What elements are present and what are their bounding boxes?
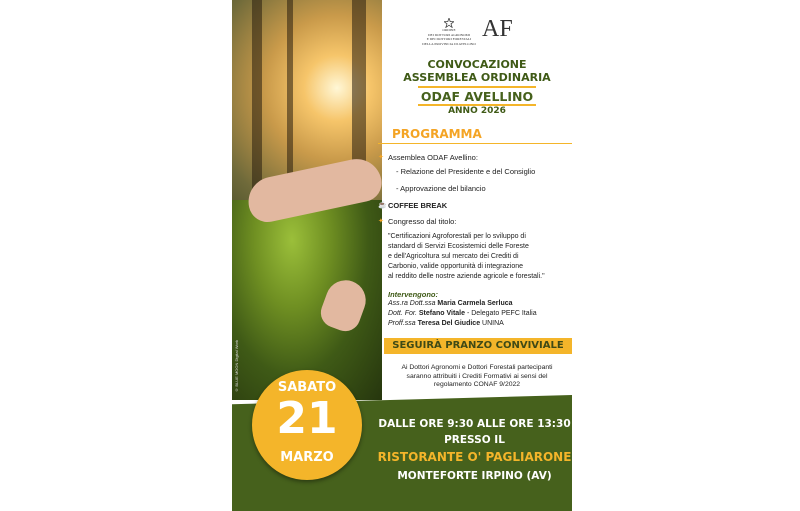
coffee-cup-icon: ☕ [378, 202, 387, 209]
logo-line: DELLA PROVINCIA DI AVELLINO [422, 41, 476, 46]
photo-credit: © BLUE MOON Digital Work [234, 340, 239, 393]
coffee-break: COFFEE BREAK [388, 201, 448, 210]
header-org: ODAF AVELLINO [420, 89, 534, 104]
credits-notice [392, 364, 562, 390]
poster [232, 0, 572, 511]
date-month: MARZO [280, 450, 334, 465]
star-bullet-icon: ✦ [378, 218, 384, 225]
program-item-assemblea: Assemblea ODAF Avellino: [388, 153, 478, 162]
speaker-name: Maria Carmela Serluca [437, 300, 513, 307]
header-line1: CONVOCAZIONE [427, 58, 527, 71]
program-sub-bilancio: - Approvazione del bilancio [396, 184, 486, 193]
speaker-name: Stefano Vitale [418, 310, 466, 317]
credits-line: saranno attribuiti i Crediti Formativi ai sensi del [406, 372, 548, 380]
star-bullet-icon: ✦ [378, 154, 384, 161]
speaker-name: Teresa Del Giudice [417, 320, 481, 327]
program-sub-relazione: - Relazione del Presidente e del Consiglio [396, 167, 536, 176]
congress-title-line: al reddito delle nostre aziende agricole e forestali." [388, 273, 545, 280]
speaker-role: UNINA [480, 320, 504, 327]
congress-title-line: e dell'Agricoltura sul mercato dei Crediti di [388, 253, 519, 260]
italian-republic-emblem-icon [444, 18, 454, 28]
header-year: ANNO 2026 [448, 106, 506, 116]
programma-rule [378, 143, 572, 144]
speaker-title: Ass.ra Dott.ssa [388, 300, 438, 307]
program-item-congresso: Congresso dal titolo: [388, 217, 457, 226]
odaf-logo [418, 16, 538, 46]
lunch-banner [384, 338, 572, 354]
speaker-vitale [388, 310, 537, 317]
forest-hand-moss-photo [232, 0, 382, 400]
credits-line: regolamento CONAF 9/2022 [433, 381, 521, 388]
speaker-role: - Delegato PEFC Italia [465, 310, 537, 317]
speaker-del-giudice [388, 320, 504, 327]
congress-title-line: "Certificazioni Agroforestali per lo sviluppo di [388, 233, 526, 240]
event-place: MONTEFORTE IRPINO (AV) [397, 470, 552, 482]
event-presso: PRESSO IL [444, 434, 505, 446]
logo-text [418, 28, 480, 46]
header-line2: ASSEMBLEA ORDINARIA [403, 71, 551, 84]
speakers-title: Intervengono: [388, 290, 438, 299]
congress-title-line: Carbonio, valide opportunità di integrazione [388, 263, 524, 270]
date-day: 21 [276, 393, 338, 444]
speaker-serluca [388, 300, 513, 307]
congress-title-line: standard di Servizi Ecosistemici delle Foreste [388, 243, 529, 250]
lunch-text: SEGUIRÀ PRANZO CONVIVIALE [392, 340, 564, 351]
credits-line: Ai Dottori Agronomi e Dottori Forestali partecipanti [401, 364, 553, 371]
speaker-title: Dott. For. [388, 310, 419, 317]
programma-title: PROGRAMMA [392, 127, 482, 141]
af-monogram: AF [482, 16, 513, 42]
date-weekday: SABATO [277, 380, 337, 395]
logo-line: DEI DOTTORI AGRONOMI [428, 32, 470, 37]
date-badge [252, 370, 362, 480]
event-venue: RISTORANTE O' PAGLIARONE [377, 450, 572, 464]
speaker-title: Proff.ssa [388, 320, 418, 327]
logo-line: ORDINE [442, 28, 456, 32]
header-rule [418, 86, 536, 88]
event-time: DALLE ORE 9:30 ALLE ORE 13:30 [378, 418, 571, 430]
logo-line: E DEI DOTTORI FORESTALI [426, 37, 472, 41]
